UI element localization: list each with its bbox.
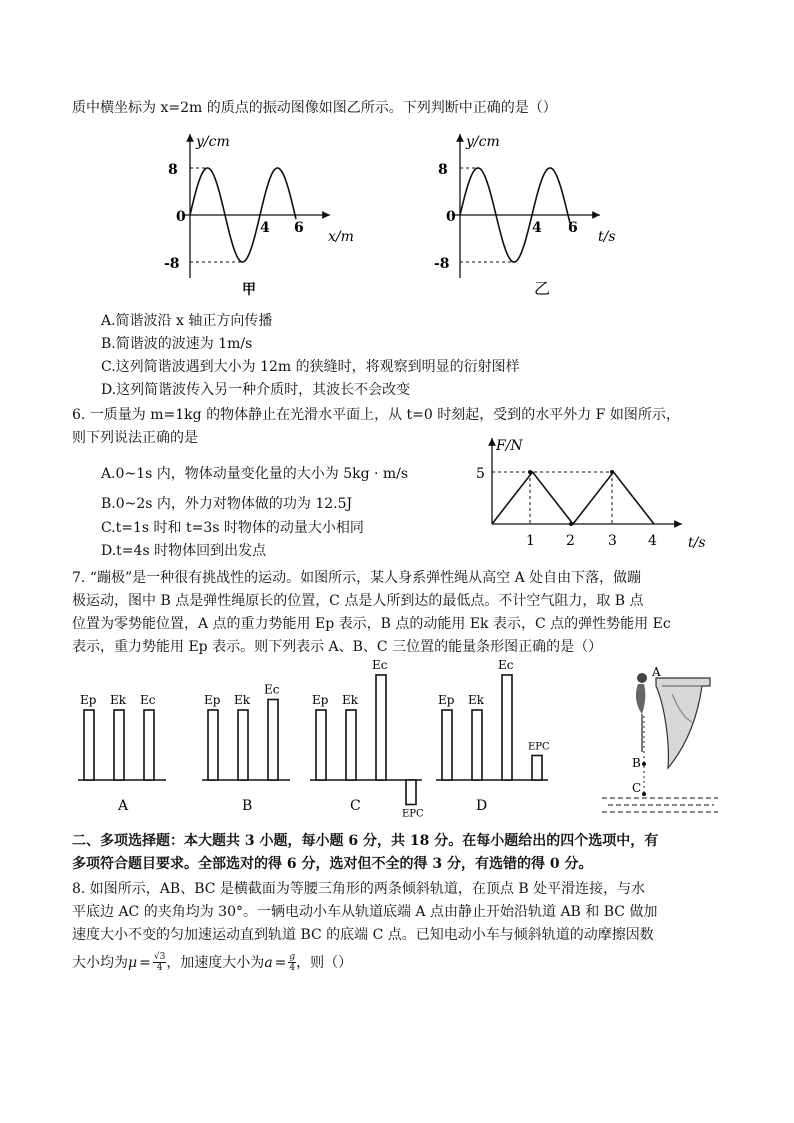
mu-denominator: 4 (156, 963, 163, 973)
mu-equals: = (139, 954, 151, 971)
bar-d-epc (532, 756, 542, 781)
bar-label-c-ep: Ep (312, 693, 329, 707)
q8-line4-prefix: 大小均为 (72, 954, 128, 971)
bar-b-ek (238, 710, 248, 780)
bar-label-a-ep: Ep (80, 693, 97, 707)
a-numerator: g (289, 952, 296, 962)
bar-chart-letter-c: C (350, 798, 361, 814)
a-symbol: a (264, 954, 273, 971)
yi-ylabel: y/cm (466, 134, 500, 150)
bar-label-a-ek: Ek (110, 693, 127, 707)
bar-a-ep (84, 710, 94, 780)
yi-xtick-4: 4 (532, 220, 542, 236)
q7-line2: 极运动，图中 B 点是弹性绳原长的位置，C 点是人所到达的最低点。不计空气阻力，取 B 点 (72, 593, 644, 609)
energy-bar-charts (70, 660, 570, 820)
bar-c-ek (346, 710, 356, 780)
mu-symbol: μ (128, 954, 138, 971)
ft-xlabel: t/s (688, 535, 706, 551)
ft-ylabel: F/N (496, 438, 523, 454)
bar-label-d-epc: EPC (528, 741, 550, 753)
q5-option-c: C.这列简谐波遇到大小为 12m 的狭缝时，将观察到明显的衍射图样 (101, 359, 520, 375)
q6-stem-line2: 则下列说法正确的是 (72, 430, 198, 446)
force-peak-1 (528, 470, 532, 474)
point-a-label: A (652, 665, 661, 679)
section2-line2: 多项符合题目要求。全部选对的得 6 分，选对但不全的得 3 分，有选错的得 0 分。 (72, 856, 593, 872)
q6-option-c: C.t=1s 时和 t=3s 时物体的动量大小相同 (101, 520, 364, 536)
bar-label-b-ec: Ec (264, 682, 280, 697)
ft-ytick: 5 (476, 466, 485, 482)
yi-ytick-pos: 8 (438, 162, 448, 178)
q5-option-d: D.这列简谐波传入另一种介质时，其波长不会改变 (101, 382, 411, 398)
bar-label-b-ek: Ek (234, 693, 251, 707)
force-line (492, 472, 654, 524)
q8-line3: 速度大小不变的匀加速运动直到轨道 BC 的底端 C 点。已知电动小车与倾斜轨道的动摩擦因数 (72, 927, 654, 943)
ft-xtick-2: 2 (566, 533, 575, 549)
bar-label-d-ep: Ep (438, 693, 455, 707)
bar-c-epc (406, 780, 416, 805)
q6-option-b: B.0~2s 内，外力对物体做的功为 12.5J (101, 496, 353, 512)
bar-label-d-ec: Ec (498, 660, 514, 672)
q8-line4-suffix: ，则（） (296, 954, 353, 971)
jia-caption: 甲 (242, 282, 256, 298)
q8-line2: 平底边 AC 的夹角均为 30°。一辆电动小车从轨道底端 A 点由静止开始沿轨道 AB 和 BC 做加 (72, 904, 658, 920)
bar-chart-letter-a: A (118, 798, 129, 814)
section2-line1: 二、多项选择题：本大题共 3 小题，每小题 6 分，共 18 分。在每小题给出的四个选项中，有 (72, 833, 659, 849)
bar-label-c-ek: Ek (342, 693, 359, 707)
a-equals: = (274, 954, 287, 971)
bar-a-ec (144, 710, 154, 780)
q8-line1: 8. 如图所示，AB、BC 是横截面为等腰三角形的两条倾斜轨道，在顶点 B 处平滑连接，与水 (72, 881, 646, 897)
q7-line4: 表示，重力势能用 Ep 表示。则下列表示 A、B、C 三位置的能量条形图正确的是（） (72, 639, 603, 655)
force-time-graph (470, 434, 720, 554)
point-b-dot (642, 762, 646, 766)
vibration-graph-yi (430, 128, 630, 300)
yi-xtick-6: 6 (568, 220, 578, 236)
jia-ylabel: y/cm (196, 134, 230, 150)
q8-line4-mid: ，加速度大小为 (166, 954, 265, 971)
point-b-label: B (632, 756, 641, 770)
jia-ytick-pos: 8 (168, 162, 178, 178)
jia-xlabel: x/m (328, 229, 354, 245)
q5-option-b: B.简谐波的波速为 1m/s (101, 336, 253, 352)
force-peak-2 (610, 470, 614, 474)
wave-graph-jia (160, 128, 360, 300)
jia-xtick-6: 6 (294, 220, 304, 236)
yi-origin: 0 (446, 209, 456, 225)
q7-line1: 7. “蹦极”是一种很有挑战性的运动。如图所示，某人身系弹性绳从高空 A 处自由下落，做蹦 (72, 570, 642, 586)
mu-fraction (153, 952, 166, 973)
yi-caption: 乙 (534, 279, 551, 298)
q5-stem: 质中横坐标为 x=2m 的质点的振动图像如图乙所示。下列判断中正确的是（） (72, 100, 557, 116)
point-c-dot (642, 792, 646, 796)
bar-b-ep (208, 710, 218, 780)
q6-option-a: A.0~1s 内，物体动量变化量的大小为 5kg · m/s (101, 466, 409, 482)
bar-d-ek (472, 710, 482, 780)
jia-origin: 0 (176, 209, 186, 225)
ft-xtick-1: 1 (526, 533, 535, 549)
q7-line3: 位置为零势能位置，A 点的重力势能用 Ep 表示，B 点的动能用 Ek 表示，C 点的弹性势能用 Ec (72, 616, 671, 632)
bar-b-ec (268, 700, 278, 781)
bar-c-ec (376, 675, 386, 780)
q8-line4 (72, 952, 352, 973)
q5-option-a: A.简谐波沿 x 轴正方向传播 (101, 313, 273, 329)
bar-label-d-ek: Ek (468, 693, 485, 707)
bar-c-ep (316, 710, 326, 780)
yi-xlabel: t/s (598, 229, 616, 245)
force-trough (569, 522, 573, 526)
bar-chart-letter-b: B (242, 798, 253, 814)
q6-option-d: D.t=4s 时物体回到出发点 (101, 543, 267, 559)
a-denominator: 4 (289, 963, 296, 973)
mu-numerator: √3 (153, 952, 166, 962)
point-c-label: C (632, 781, 642, 795)
yi-ytick-neg: -8 (434, 256, 450, 272)
jia-ytick-neg: -8 (164, 256, 180, 272)
jia-xtick-4: 4 (260, 220, 270, 236)
ft-xtick-4: 4 (648, 533, 657, 549)
bar-label-c-ec: Ec (372, 660, 388, 672)
a-fraction (288, 952, 296, 973)
bungee-figure (598, 664, 722, 814)
bar-a-ek (114, 710, 124, 780)
bar-d-ec (502, 675, 512, 780)
bar-chart-letter-d: D (476, 798, 488, 814)
bar-label-c-epc: EPC (402, 808, 424, 820)
ft-xtick-3: 3 (608, 533, 617, 549)
q6-stem-line1: 6. 一质量为 m=1kg 的物体静止在光滑水平面上，从 t=0 时刻起，受到的水平外力 F 如图所示， (72, 407, 680, 423)
bar-label-a-ec: Ec (140, 693, 156, 707)
bar-label-b-ep: Ep (204, 693, 221, 707)
bar-d-ep (442, 710, 452, 780)
